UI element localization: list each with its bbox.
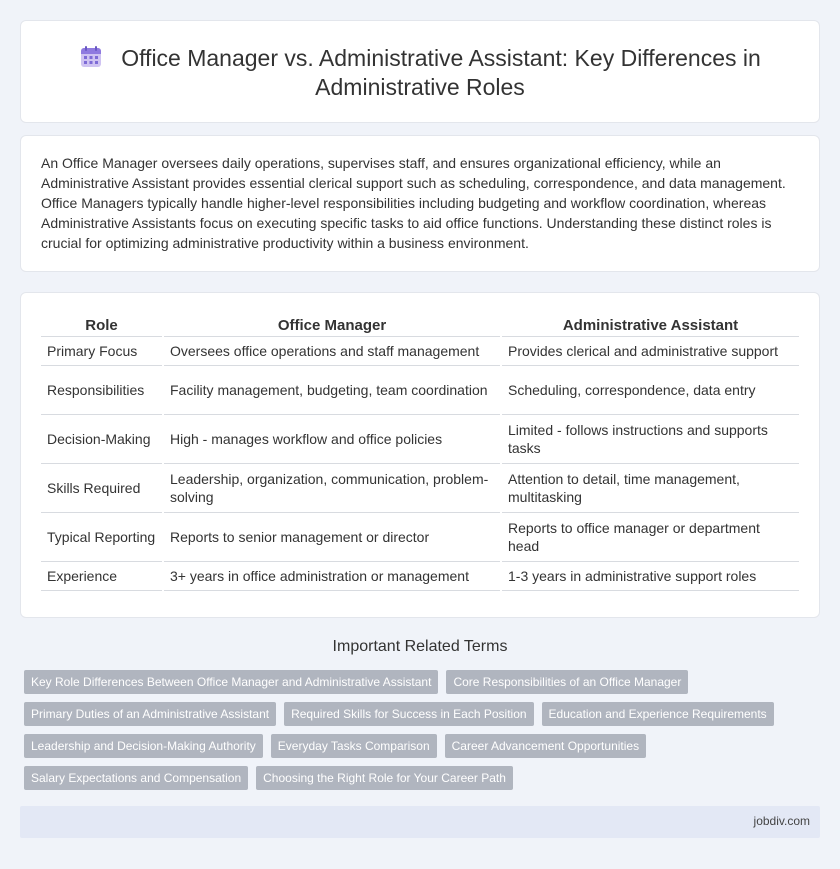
- assistant-cell: Scheduling, correspondence, data entry: [501, 366, 799, 415]
- row-label: Decision-Making: [41, 415, 163, 464]
- table-row: [41, 513, 799, 562]
- assistant-cell: Reports to office manager or department head: [501, 513, 799, 562]
- assistant-cell: Attention to detail, time management, multitasking: [501, 464, 799, 513]
- related-term-tag[interactable]: Choosing the Right Role for Your Career Path: [256, 766, 513, 790]
- related-terms-list: [24, 670, 824, 798]
- assistant-cell: Provides clerical and administrative support: [501, 337, 799, 366]
- header-role: Role: [41, 313, 163, 337]
- related-term-tag[interactable]: Salary Expectations and Compensation: [24, 766, 248, 790]
- table-row: [41, 464, 799, 513]
- office-manager-cell: Oversees office operations and staff management: [163, 337, 501, 366]
- title-line-1: Office Manager vs. Administrative Assistant: Key Differences in: [121, 45, 761, 71]
- table-row: [41, 337, 799, 366]
- related-term-tag[interactable]: Core Responsibilities of an Office Manager: [446, 670, 688, 694]
- table-row: [41, 562, 799, 591]
- comparison-table: [41, 313, 799, 591]
- table-row: [41, 415, 799, 464]
- header-office-manager: Office Manager: [163, 313, 501, 337]
- related-terms-heading: Important Related Terms: [332, 638, 508, 655]
- related-term-tag[interactable]: Primary Duties of an Administrative Assistant: [24, 702, 276, 726]
- related-term-tag[interactable]: Education and Experience Requirements: [542, 702, 774, 726]
- row-label: Typical Reporting: [41, 513, 163, 562]
- page-title: [21, 44, 819, 102]
- office-manager-cell: 3+ years in office administration or management: [163, 562, 501, 591]
- related-term-tag[interactable]: Leadership and Decision-Making Authority: [24, 734, 263, 758]
- calendar-icon: [79, 45, 103, 69]
- intro-paragraph: An Office Manager oversees daily operations, supervises staff, and ensures organizational efficiency, while an Administrative Assistant provides essential clerical support such as scheduling, correspondence, and data management. Office Managers typically handle higher-level responsibilities including budgeting and workflow coordination, whereas Administrative Assistants focus on executing specific tasks to aid office functions. Understanding these distinct roles is crucial for optimizing administrative productivity within a business environment.: [41, 155, 786, 251]
- related-term-tag[interactable]: Career Advancement Opportunities: [445, 734, 646, 758]
- assistant-cell: 1-3 years in administrative support roles: [501, 562, 799, 591]
- assistant-cell: Limited - follows instructions and supports tasks: [501, 415, 799, 464]
- office-manager-cell: High - manages workflow and office policies: [163, 415, 501, 464]
- related-term-tag[interactable]: Required Skills for Success in Each Position: [284, 702, 533, 726]
- intro-card: [20, 135, 820, 272]
- table-header-row: [41, 313, 799, 337]
- office-manager-cell: Facility management, budgeting, team coordination: [163, 366, 501, 415]
- title-line-2: Administrative Roles: [315, 74, 525, 100]
- row-label: Primary Focus: [41, 337, 163, 366]
- header-administrative-assistant: Administrative Assistant: [501, 313, 799, 337]
- comparison-card: [20, 292, 820, 618]
- row-label: Skills Required: [41, 464, 163, 513]
- related-term-tag[interactable]: Key Role Differences Between Office Manager and Administrative Assistant: [24, 670, 438, 694]
- header-card: [20, 20, 820, 123]
- row-label: Responsibilities: [41, 366, 163, 415]
- office-manager-cell: Leadership, organization, communication, problem-solving: [163, 464, 501, 513]
- site-name[interactable]: jobdiv.com: [753, 814, 810, 828]
- table-row: [41, 366, 799, 415]
- footer: [20, 806, 820, 838]
- row-label: Experience: [41, 562, 163, 591]
- office-manager-cell: Reports to senior management or director: [163, 513, 501, 562]
- related-term-tag[interactable]: Everyday Tasks Comparison: [271, 734, 437, 758]
